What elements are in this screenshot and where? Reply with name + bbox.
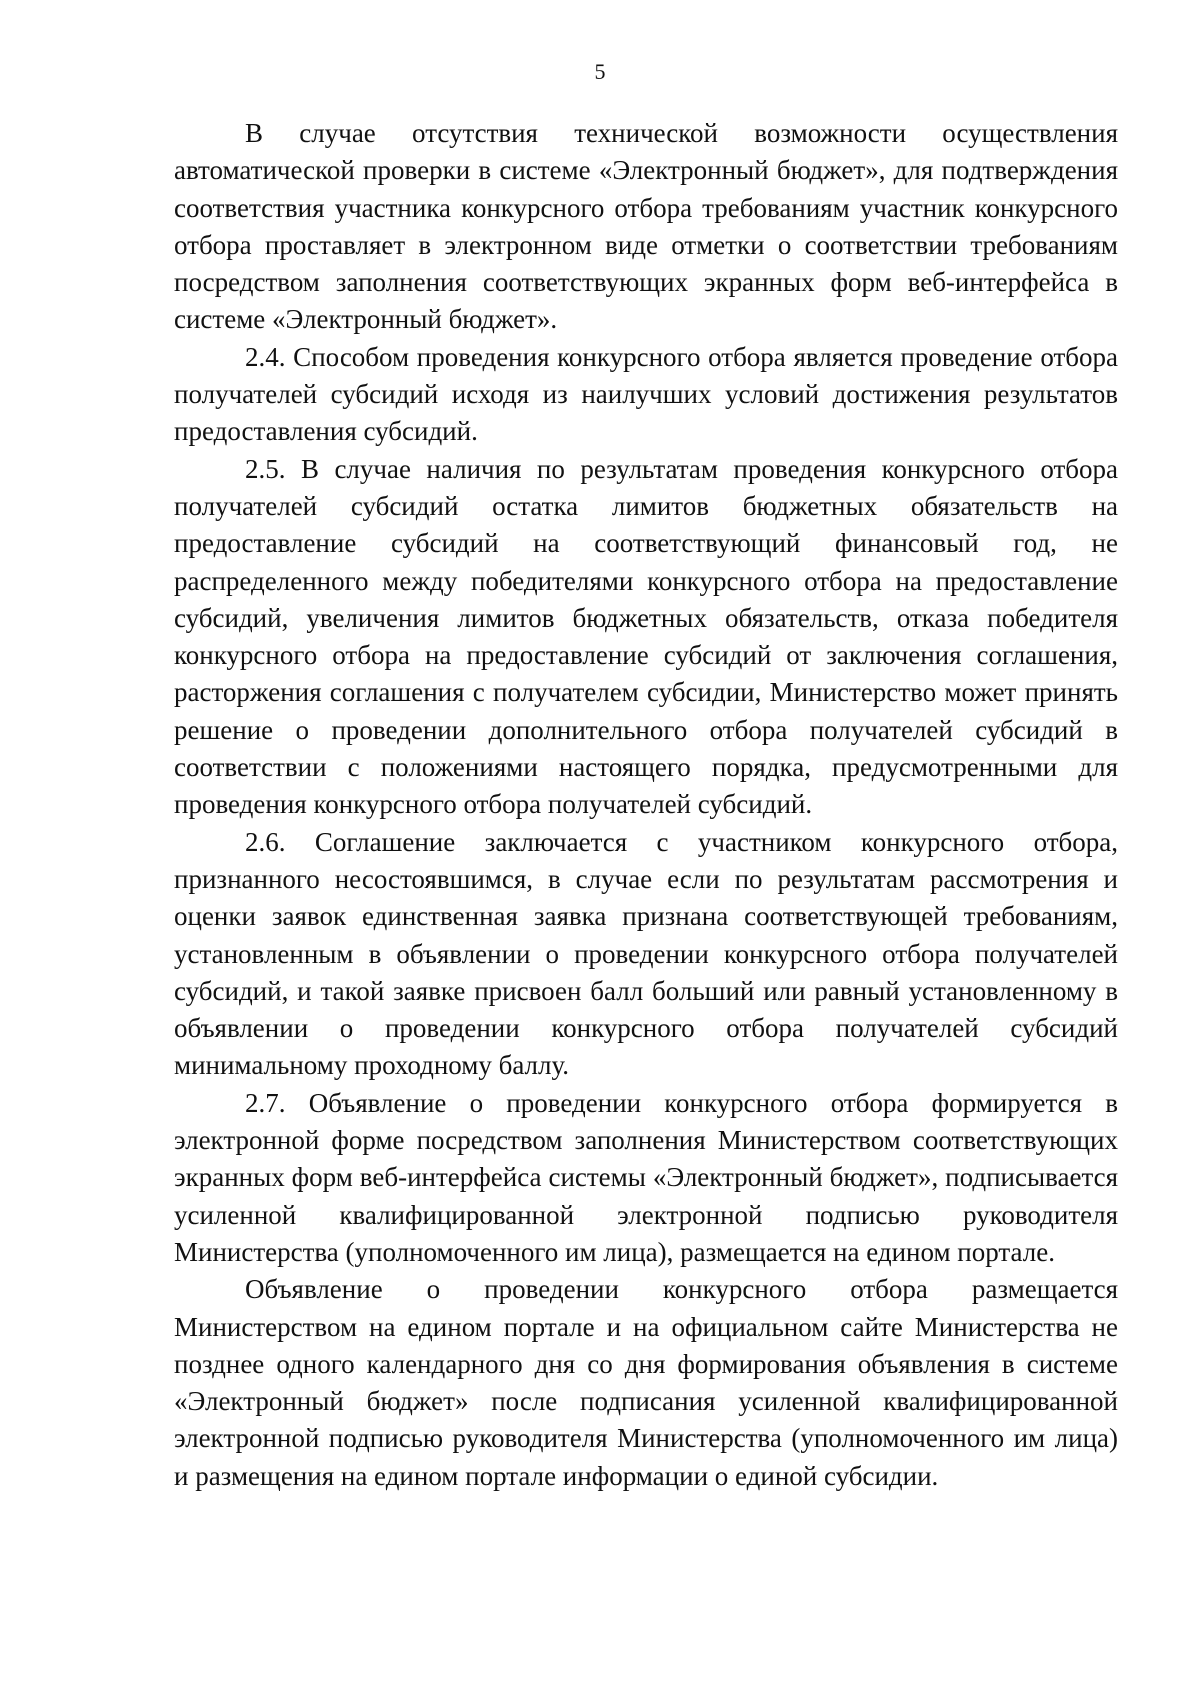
page-number: 5 — [594, 59, 606, 84]
paragraph-2-7: 2.7. Объявление о проведении конкурсного отбора формируется в электронной форме посредством заполнения Министерством соответствующих экранных форм веб-интерфейса системы «Электронный бюджет», подписывается усиленной квалифицированной электронной подписью руководителя Министерства (уполномоченного им лица), размещается на едином портале. — [174, 1087, 1118, 1267]
document-body — [174, 115, 1118, 1495]
paragraph-announcement-placement: Объявление о проведении конкурсного отбора размещается Министерством на едином портале и на официальном сайте Министерства не позднее одного календарного дня со дня формирования объявления в системе «Электронный бюджет» после подписания усиленной квалифицированной электронной подписью руководителя Министерства (уполномоченного им лица) и размещения на едином портале информации о единой субсидии. — [174, 1274, 1118, 1491]
paragraph-2-6: 2.6. Соглашение заключается с участником конкурсного отбора, признанного несостоявшимся, в случае если по результатам рассмотрения и оценки заявок единственная заявка признана соответствующей требованиям, установленным в объявлении о проведении конкурсного отбора получателей субсидий, и такой заявке присвоен балл больший или равный установленному в объявлении о проведении конкурсного отбора получателей субсидий минимальному проходному баллу. — [174, 826, 1118, 1081]
paragraph-2-4: 2.4. Способом проведения конкурсного отбора является проведение отбора получателей субсидий исходя из наилучших условий достижения результатов предоставления субсидий. — [174, 341, 1118, 447]
paragraph-verification: В случае отсутствия технической возможности осуществления автоматической проверки в системе «Электронный бюджет», для подтверждения соответствия участника конкурсного отбора требованиям участник конкурсного отбора проставляет в электронном виде отметки о соответствии требованиям посредством заполнения соответствующих экранных форм веб-интерфейса в системе «Электронный бюджет». — [174, 118, 1118, 335]
paragraph-2-5: 2.5. В случае наличия по результатам проведения конкурсного отбора получателей субсидий остатка лимитов бюджетных обязательств на предоставление субсидий на соответствующий финансовый год, не распределенного между победителями конкурсного отбора на предоставление субсидий, увеличения лимитов бюджетных обязательств, отказа победителя конкурсного отбора на предоставление субсидий от заключения соглашения, расторжения соглашения с получателем субсидии, Министерство может принять решение о проведении дополнительного отбора получателей субсидий в соответствии с положениями настоящего порядка, предусмотренными для проведения конкурсного отбора получателей субсидий. — [174, 453, 1118, 820]
